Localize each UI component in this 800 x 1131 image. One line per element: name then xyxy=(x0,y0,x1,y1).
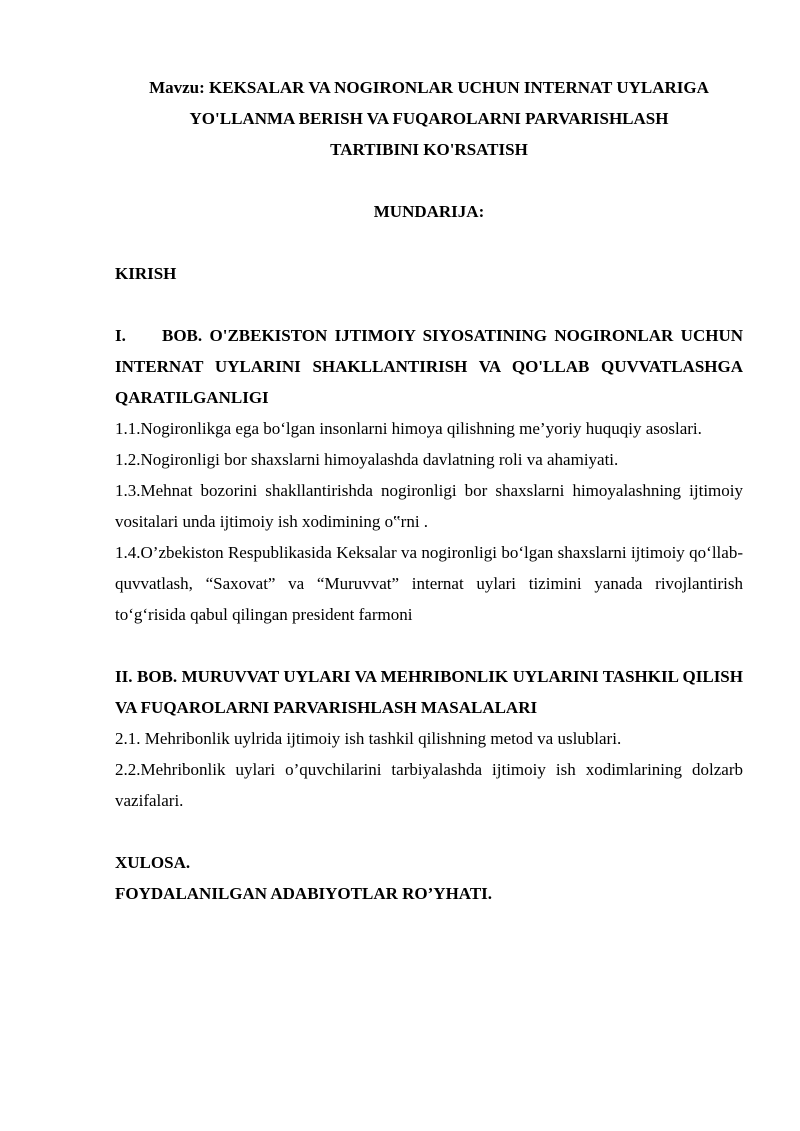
contents-heading: MUNDARIJA: xyxy=(373,202,485,221)
chapter-1-number: I. xyxy=(115,326,126,345)
toc-item-1-4: 1.4.O’zbekiston Respublikasida Keksalar va nogironligi bo‘lgan shaxslarni ijtimoiy qo‘llab-quvvatlash, “Saxovat” va “Muruvvat” internat uylari tizimini yanada rivojlantirish to‘g‘risida qabul qilingan president farmoni xyxy=(115,543,743,624)
document-title xyxy=(111,72,747,165)
toc-item-2-1: 2.1. Mehribonlik uylrida ijtimoiy ish tashkil qilishning metod va uslublari. xyxy=(115,729,622,748)
chapter-1-title: BOB. O'ZBEKISTON IJTIMOIY SIYOSATINING NOGIRONLAR UCHUN INTERNAT UYLARINI SHAKLLANTIRISH VA QO'LLAB QUVVATLASHGA QARATILGANLIGI xyxy=(115,326,743,407)
conclusion-heading: XULOSA. xyxy=(115,853,191,872)
intro-heading: KIRISH xyxy=(115,264,177,283)
toc-item-1-1: 1.1.Nogironlikga ega bo‘lgan insonlarni himoya qilishning me’yoriy huquqiy asoslari. xyxy=(115,419,702,438)
toc-item-2-2: 2.2.Mehribonlik uylari o’quvchilarini tarbiyalashda ijtimoiy ish xodimlarining dolzarb vazifalari. xyxy=(115,760,743,810)
title-line-3: TARTIBINI KO'RSATISH xyxy=(330,140,528,159)
toc-item-1-2: 1.2.Nogironligi bor shaxslarni himoyalashda davlatning roli va ahamiyati. xyxy=(115,450,619,469)
references-heading: FOYDALANILGAN ADABIYOTLAR RO’YHATI. xyxy=(115,884,493,903)
chapter-2-heading: II. BOB. MURUVVAT UYLARI VA MEHRIBONLIK UYLARINI TASHKIL QILISH VA FUQAROLARNI PARVARISHLASH MASALALARI xyxy=(115,667,743,717)
toc-item-1-3: 1.3.Mehnat bozorini shakllantirishda nogironligi bor shaxslarni himoyalashning ijtimoiy vositalari unda ijtimoiy ish xodimining o‟rni . xyxy=(115,481,743,531)
title-line-1: Mavzu: KEKSALAR VA NOGIRONLAR UCHUN INTERNAT UYLARIGA xyxy=(149,78,709,97)
title-line-2: YO'LLANMA BERISH VA FUQAROLARNI PARVARISHLASH xyxy=(189,109,669,128)
chapter-1-heading xyxy=(115,320,743,413)
